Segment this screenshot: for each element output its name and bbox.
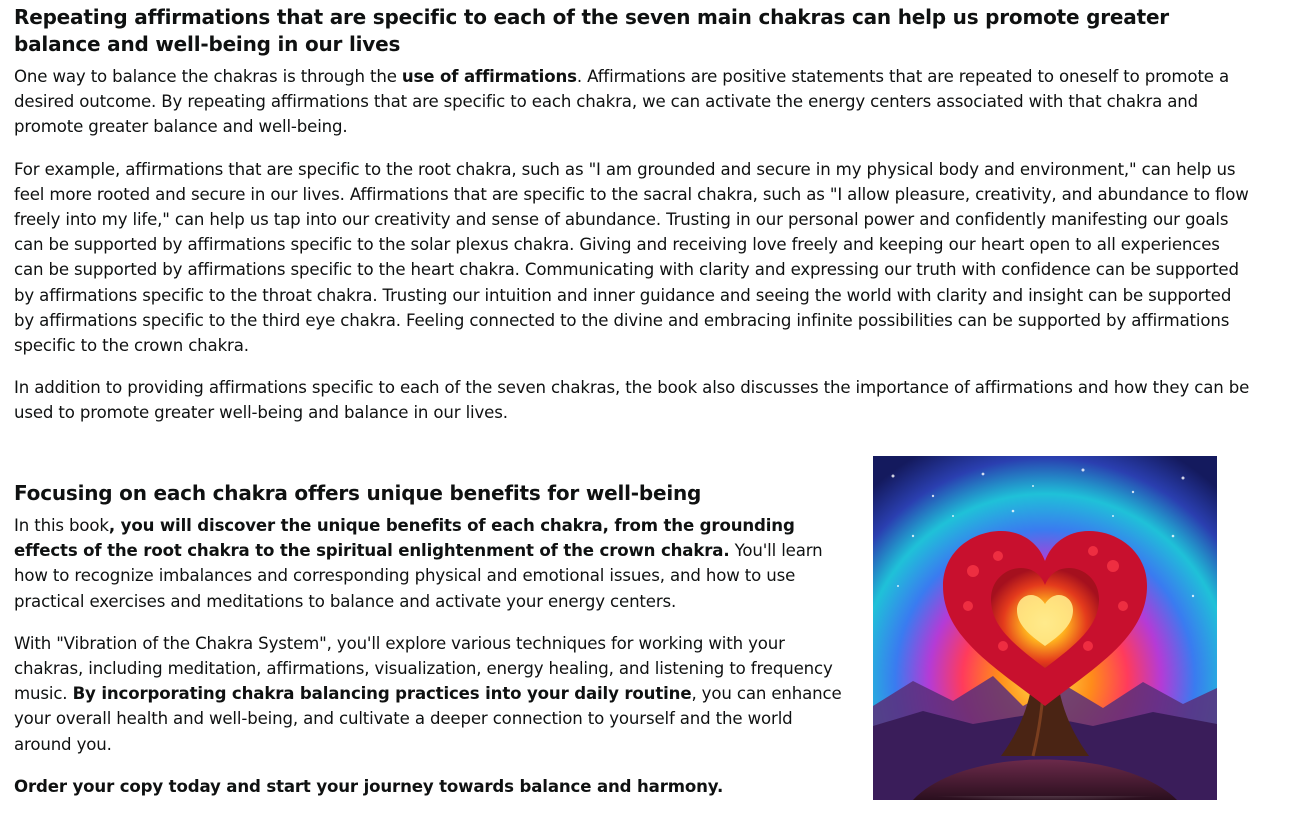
paragraph-benefits-intro	[14, 513, 849, 614]
text-run: You'll learn how to recognize imbalances and corresponding physical and emotional issues, and how to use practical exercises and meditations to balance and activate your energy centers.	[14, 541, 823, 611]
paragraph-affirmations-examples: For example, affirmations that are specific to the root chakra, such as "I am grounded and secure in my physical body and environment," can help us feel more rooted and secure in our lives. Affirmations that are specific to the sacral chakra, such as "I allow pleasure, creativity, and abundance to flow freely into my life," can help us tap into our creativity and sense of abundance. Trusting in our personal power and confidently manifesting our goals can be supported by affirmations specific to the solar plexus chakra. Giving and receiving love freely and keeping our heart open to all experiences can be supported by affirmations specific to the heart chakra. Communicating with clarity and expressing our truth with confidence can be supported by affirmations specific to the throat chakra. Trusting our intuition and inner guidance and seeing the world with clarity and insight can be supported by affirmations specific to the third eye chakra. Feeling connected to the divine and embracing infinite possibilities can be supported by affirmations specific to the crown chakra.	[14, 159, 1249, 356]
paragraph-techniques	[14, 631, 849, 757]
paragraph-affirmations-book: In addition to providing affirmations specific to each of the seven chakras, the book also discusses the importance of affirmations and how they can be used to promote greater well-being and balance in our lives.	[14, 378, 1250, 423]
affirmations-section	[14, 4, 1254, 443]
text-run: In this book	[14, 516, 109, 535]
text-run: One way to balance the chakras is through the	[14, 67, 402, 86]
cta-text: Order your copy today and start your journey towards balance and harmony.	[14, 776, 724, 796]
section-heading-benefits: Focusing on each chakra offers unique benefits for well-being	[14, 481, 702, 505]
text-run: . Affirmations are positive statements that are repeated to oneself to promote a desired outcome. By repeating affirmations that are specific to each chakra, we can activate the energy centers associated with that chakra and promote greater balance and well-being.	[14, 67, 1229, 137]
heart-tree-illustration-icon	[873, 456, 1217, 800]
bold-text-run: By incorporating chakra balancing practices into your daily routine	[72, 684, 692, 704]
benefits-section	[14, 480, 849, 816]
paragraph-affirmations-intro	[14, 64, 1254, 140]
bold-text-run: , you will discover the unique benefits of each chakra, from the grounding effects of the root chakra to the spiritual enlightenment of the crown chakra.	[14, 516, 795, 561]
section-heading-affirmations: Repeating affirmations that are specific to each of the seven main chakras can help us promote greater balance and well-being in our lives	[14, 5, 1169, 56]
text-run: , you can enhance your overall health and well-being, and cultivate a deeper connection to yourself and the world around you.	[14, 684, 842, 754]
text-run: With "Vibration of the Chakra System", you'll explore various techniques for working with your chakras, including meditation, affirmations, visualization, energy healing, and listening to frequency music.	[14, 633, 833, 704]
bold-text-run: use of affirmations	[401, 67, 577, 86]
heart-tree-image	[873, 456, 1217, 800]
call-to-action	[14, 774, 849, 799]
image-shadow	[873, 796, 1217, 826]
